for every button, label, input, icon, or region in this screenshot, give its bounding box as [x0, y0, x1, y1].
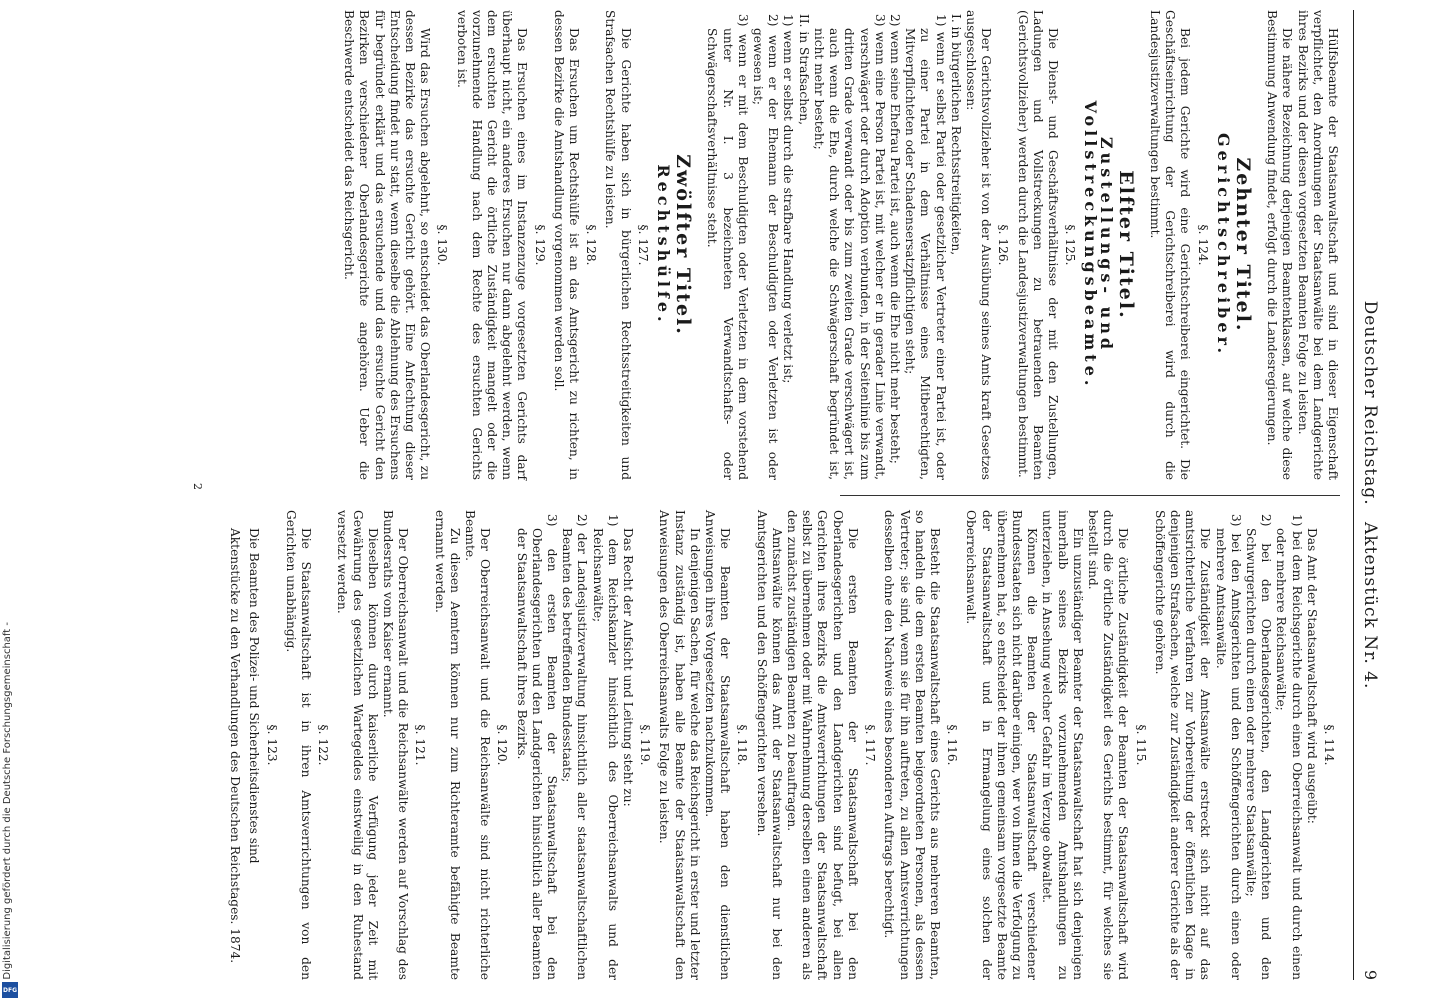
digitization-strip [0, 590, 24, 1000]
rotated-page [30, 0, 1400, 1000]
section-number: §. 128. [584, 224, 599, 266]
list-item: 3) wenn eine Person Partei ist, mit welcher er in gerader Linie verwandt, verschwägert oder durch Adoption verbunden, in der Seitenlinie bis zum dritten Grade verwandt oder bis zum zweiten Grade verschwägert ist, auch wenn die Ehe, durch welche die Schwägerschaft begründet ist, nicht mehr besteht; [811, 14, 887, 480]
paragraph: Das Ersuchen eines im Instanzenzuge vorgesetzten Gerichts darf überhaupt nicht, ein anderes Ersuchen nur dann abgelehnt werden, wenn dem ersuchten Gericht die örtliche Zuständigkeit mangelt oder die vorzunehmende Handlung nach dem Rechte des ersuchten Gerichts verboten ist. [454, 10, 530, 480]
title-subheading: Zustellungs- und Vollstreckungsbeamte. [1081, 100, 1116, 390]
digitization-credit: Digitalisierung gefördert durch die Deutsche Forschungsgemeinschaft - [2, 622, 13, 980]
list-item: 1) bei dem Reichsgerichte durch einen Oberreichsanwalt und durch einen oder mehrere Reichsanwälte; [1274, 514, 1304, 980]
column-divider [840, 495, 1340, 496]
list-item: II. in Strafsachen, [796, 14, 811, 125]
left-column [60, 10, 1340, 490]
section-number: §. 118. [735, 724, 750, 766]
paragraph: Die ersten Beamten der Staatsanwaltschaft bei den Oberlandesgerichten und den Landgerichten sind befugt, bei allen Gerichten ihres Bezirks die Amtsverrichtungen der Staatsanwaltschaft selbst zu übernehmen oder mit Wahrnehmung derselben einen anderen als den zunächst zuständigen Beamten zu beauftragen. [785, 510, 860, 980]
page-number: 9 [1361, 969, 1380, 980]
sheet-signature: 2 [191, 483, 205, 490]
section-number: §. 124. [1195, 224, 1210, 266]
section-number: §. 130. [435, 224, 450, 266]
title-heading: Zwölfter Titel. [672, 154, 695, 336]
list-item: 3) den ersten Beamten der Staatsanwaltschaft bei den Oberlandesgerichten und den Landgerichten hinsichtlich aller Beamten der Staatsanwaltschaft ihres Bezirks. [514, 514, 560, 980]
paragraph: Ein unzuständiger Beamter der Staatsanwaltschaft hat sich denjenigen innerhalb seines Bezirks vorzunehmenden Amtshandlungen zu unterziehen, in Ansehung welcher Gefahr im Verzuge obwaltet. [1040, 510, 1085, 980]
text-columns [60, 10, 1340, 980]
section-number: §. 119. [638, 724, 653, 766]
list-item: 1) wenn er selbst Partei oder gesetzlicher Vertreter einer Partei ist, oder zu einer Partei in dem Verhältnisse eines Mitberechtigten, Mitverpflichteten oder Schadensersatzpflichtigen steht; [903, 14, 948, 480]
paragraph: Das Recht der Aufsicht und Leitung steht zu: [621, 528, 636, 807]
section-number: §. 127. [635, 224, 650, 266]
section-number: §. 114. [1322, 724, 1336, 766]
page-header [1353, 10, 1380, 980]
paragraph: Wird das Ersuchen abgelehnt, so entscheidet das Oberlandesgericht, zu dessen Bezirke das ersuchte Gericht gehört. Eine Anfechtung dieser Entscheidung findet nur statt, wenn dieselbe die Ablehnung des Ersuchens für begründet erklärt und das ersuchende und das ersuchte Gericht den Bezirken verschiedener Oberlandesgerichte angehören. Ueber die Beschwerde entscheidet das Reichsgericht. [342, 10, 433, 480]
paragraph: Der Oberreichsanwalt und die Reichsanwälte sind nicht richterliche Beamte. [463, 510, 493, 980]
section-number: §. 116. [945, 724, 960, 766]
paragraph: Hülfsbeamte der Staatsanwaltschaft und sind in dieser Eigenschaft verpflichtet, den Anordnungen der Staatsanwälte bei dem Landgerichte ihres Bezirks und der diesen vorgesetzten Beamten Folge zu leisten. [1295, 10, 1340, 480]
list-item: I. in bürgerlichen Rechtsstreitigkeiten, [948, 14, 963, 256]
paragraph: Dieselben können durch kaiserliche Verfügung jeder Zeit mit Gewährung des gesetzlichen Wartegeldes einstweilig in den Ruhestand versetzt werden. [335, 510, 380, 980]
paragraph: Die Dienst- und Geschäftsverhältnisse der mit den Zustellungen, Ladungen und Vollstreckungen zu betrauenden Beamten (Gerichtsvollzieher) werden durch die Landesjustizverwaltungen bestimmt. [1015, 10, 1060, 480]
list-item: 2) wenn seine Ehefrau Partei ist, auch wenn die Ehe nicht mehr besteht; [887, 14, 902, 464]
paragraph: Besteht die Staatsanwaltschaft eines Gerichts aus mehreren Beamten, so handeln die dem ersten Beamten beigeordneten Personen, als dessen Vertreter; sie sind, wenn sie für ihn auftreten, zu allen Amtsverrichtungen desselben ohne den Nachweis eines besonderen Auftrags berechtigt. [882, 510, 942, 980]
list-item: 1) dem Reichskanzler hinsichtlich des Oberreichsanwalts und der Reichsanwälte; [590, 514, 620, 980]
paragraph: Der Gerichtsvollzieher ist von der Ausübung seines Amts kraft Gesetzes ausgeschlossen: [963, 10, 994, 480]
paragraph: Können die Beamten der Staatsanwaltschaft verschiedener Bundesstaaten sich nicht darüber einigen, wer von ihnen die Verfolgung zu übernehmen hat, so entscheidet der ihnen gemeinsam vorgesetzte Beamte der Staatsanwaltschaft und in Ermangelung eines solchen der Oberreichsanwalt. [964, 510, 1040, 980]
header-title-1: Deutscher Reichstag. [1360, 300, 1380, 506]
paragraph: In denjenigen Sachen, für welche das Reichsgericht in erster und letzter Instanz zuständig ist, haben alle Beamte der Staatsanwaltschaft den Anweisungen des Oberreichsanwalts Folge zu leisten. [657, 510, 702, 980]
header-title [1360, 10, 1380, 980]
section-number: §. 125. [1063, 224, 1078, 266]
title-subheading: Gerichtschreiber. [1213, 132, 1233, 358]
dfg-logo-icon: DFG [2, 982, 18, 998]
list-item: 3) wenn er mit dem Beschuldigten oder Verletzten in dem vorstehend unter Nr. I. 3 bezeichneten Verwandtschafts- oder Schwägerschaftsverhältnisse steht. [705, 14, 750, 480]
paragraph: Bei jedem Gerichte wird eine Gerichtschreiberei eingerichtet. Die Geschäftseinrichtung der Gerichtschreiberei wird durch die Landesjustizverwaltungen bestimmt. [1147, 10, 1193, 480]
paragraph: Das Amt der Staatsanwaltschaft wird ausgeübt: [1304, 528, 1319, 824]
list-item: 2) wenn er der Ehemann der Beschuldigten oder Verletzten ist oder gewesen ist; [751, 14, 781, 480]
paragraph: Das Ersuchen um Rechtshülfe ist an das Amtsgericht zu richten, in dessen Bezirke die Amtshandlung vorgenommen werden soll. [551, 10, 582, 480]
list-item: 2) der Landesjustizverwaltung hinsichtlich aller staatsanwaltschaftlichen Beamten des betreffenden Bundesstaats; [560, 514, 590, 980]
section-number: §. 123. [264, 724, 279, 766]
paragraph: Die Gerichte haben sich in bürgerlichen Rechtsstreitigkeiten und Strafsachen Rechtshülfe zu leisten. [603, 10, 633, 480]
list-item: 2) bei den Oberlandesgerichten, den Landgerichten und den Schwurgerichten durch einen oder mehrere Staatsanwälte; [1243, 514, 1274, 980]
title-heading: Zehnter Titel. [1231, 157, 1254, 333]
section-number: §. 120. [495, 724, 510, 766]
paragraph: Zu diesen Aemtern können nur zum Richteramte befähigte Beamte ernannt werden. [432, 510, 462, 980]
page-footer: Aktenstücke zu den Verhandlungen des Deutschen Reichstages. 1874. [228, 528, 243, 964]
paragraph: Die örtliche Zuständigkeit der Beamten der Staatsanwaltschaft wird durch die örtliche Zuständigkeit des Gerichts bestimmt, für welches sie bestellt sind. [1085, 510, 1131, 980]
section-number: §. 122. [316, 724, 331, 766]
section-number: §. 126. [996, 224, 1011, 266]
paragraph: Der Oberreichsanwalt und die Reichsanwälte werden auf Vorschlag des Bundesraths vom Kaiser ernannt. [381, 510, 411, 980]
title-heading: Elfter Titel. [1114, 170, 1137, 320]
section-number: §. 117. [863, 724, 878, 766]
list-item: 1) wenn er selbst durch die strafbare Handlung verletzt ist; [781, 14, 796, 384]
paragraph: Die Staatsanwaltschaft ist in ihren Amtsverrichtungen von den Gerichten unabhängig. [283, 510, 313, 980]
paragraph: Amtsanwälte können das Amt der Staatsanwaltschaft nur bei den Amtsgerichten und den Schöffengerichten versehen. [754, 510, 784, 980]
right-column [60, 510, 1340, 980]
section-number: §. 121. [413, 724, 428, 766]
section-number: §. 115. [1133, 724, 1148, 766]
title-subheading: Rechtshülfe. [654, 164, 674, 326]
paragraph: Die nähere Bezeichnung derjenigen Beamtenklassen, auf welche diese Bestimmung Anwendung findet, erfolgt durch die Landesregierungen. [1265, 10, 1295, 480]
header-title-2: Aktenstück Nr. 4. [1360, 522, 1380, 690]
paragraph: Die Beamten des Polizei- und Sicherheitsdienstes sind [247, 528, 262, 864]
list-item: 3) bei den Amtsgerichten und den Schöffengerichten durch einen oder mehrere Amtsanwälte. [1213, 514, 1243, 980]
paragraph: Die Zuständigkeit der Amtsanwälte erstreckt sich nicht auf das amtsrichterliche Verfahren zur Vorbereitung der öffentlichen Klage in denjenigen Strafsachen, welche zur Zuständigkeit anderer Gerichte als der Schöffengerichte gehören. [1152, 510, 1213, 980]
section-number: §. 129. [532, 224, 547, 266]
paragraph: Die Beamten der Staatsanwaltschaft haben den dienstlichen Anweisungen ihres Vorgesetzten nachzukommen. [703, 510, 733, 980]
